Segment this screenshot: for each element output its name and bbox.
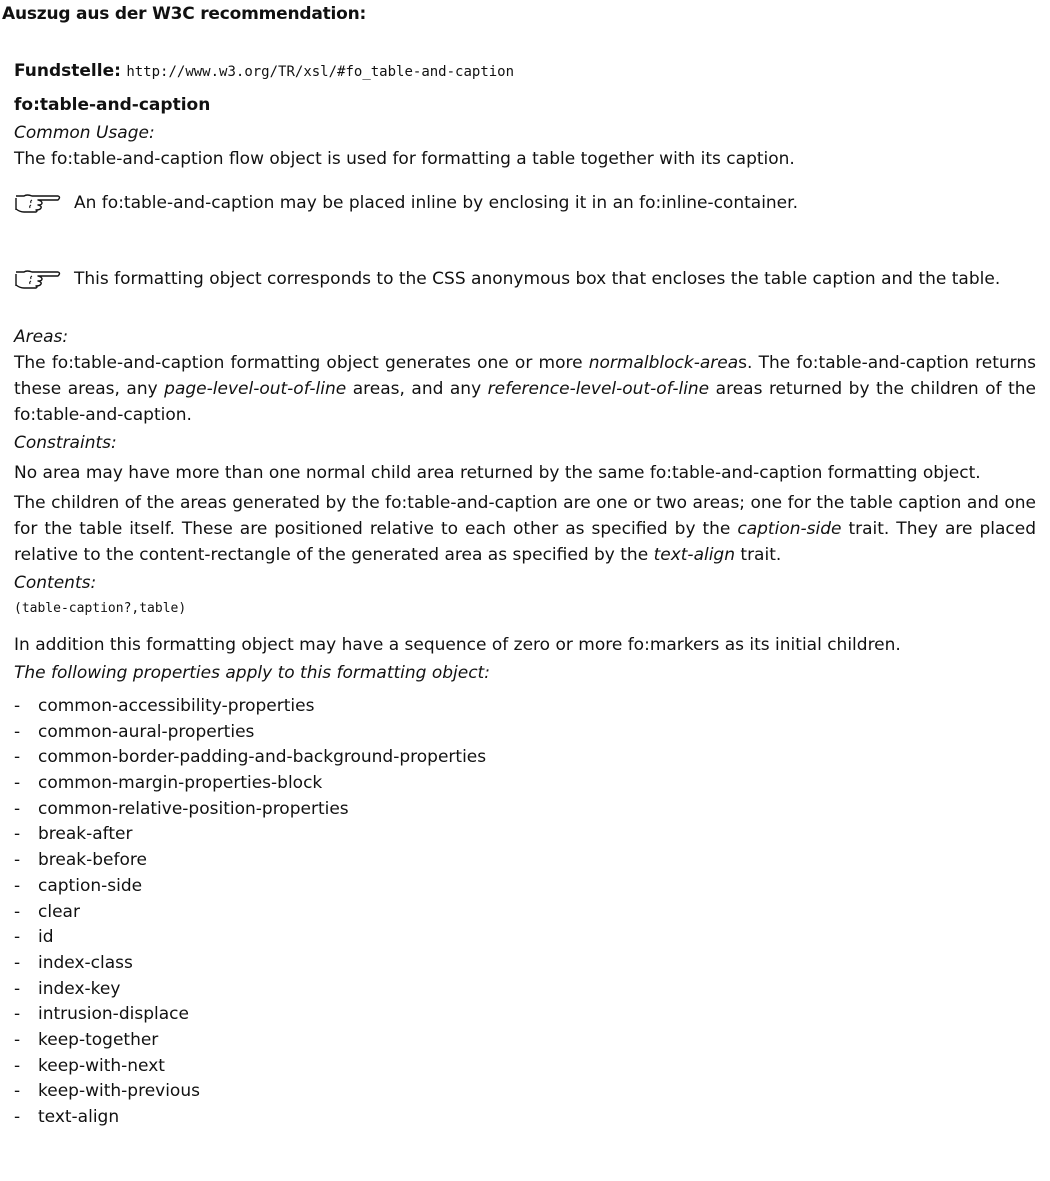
property-name: id (38, 927, 54, 948)
element-name-heading: fo:table-and-caption (14, 95, 211, 115)
constraints-text-1: No area may have more than one normal child area returned by the same fo:table-and-caption formatting object. (14, 463, 981, 483)
bullet-dash: - (14, 952, 21, 973)
list-item (14, 977, 1036, 1003)
document-title: Auszug aus der W3C recommendation: (2, 4, 367, 24)
bullet-dash: - (14, 773, 21, 794)
bullet-dash: - (14, 824, 21, 845)
constraints-text-part: trait. They are placed relative to the content-rectangle of the generated area as specified by the (14, 519, 1036, 565)
areas-text-part: s. The fo:table-and-caption returns these areas, any (14, 353, 1036, 399)
property-name: index-class (38, 952, 133, 973)
areas-text (14, 350, 1036, 428)
areas-term: normalblock-area (588, 353, 739, 373)
bullet-dash: - (14, 927, 21, 948)
list-item (14, 874, 1036, 900)
property-name: clear (38, 901, 80, 922)
content-model: (table-caption?,table) (14, 601, 187, 616)
pointing-hand-icon (14, 192, 62, 214)
bullet-dash: - (14, 696, 21, 716)
property-name: common-relative-position-properties (38, 798, 349, 819)
property-name: caption-side (38, 875, 143, 896)
source-url: http://www.w3.org/TR/xsl/#fo_table-and-caption (126, 64, 515, 80)
bullet-dash: - (14, 1029, 21, 1050)
constraints-text-part: trait. (735, 545, 782, 565)
property-name: text-align (38, 1107, 120, 1127)
bullet-dash: - (14, 875, 21, 896)
areas-text-part: areas returned by the children of the fo:table-and-caption. (14, 379, 1036, 425)
list-item (14, 951, 1036, 977)
property-name: common-accessibility-properties (38, 696, 315, 716)
areas-term: page-level-out-of-line (164, 379, 347, 399)
constraints-text-2 (14, 490, 1036, 568)
list-item (14, 1028, 1036, 1054)
property-name: index-key (38, 978, 121, 999)
property-name: keep-together (38, 1029, 159, 1050)
property-name: break-after (38, 824, 133, 845)
bullet-dash: - (14, 850, 21, 871)
property-list (14, 694, 1036, 1131)
list-item (14, 694, 1036, 720)
areas-label: Areas: (14, 327, 69, 347)
pointing-hand-icon (14, 268, 62, 290)
areas-text-part: The fo:table-and-caption formatting object generates one or more (14, 353, 589, 373)
property-name: keep-with-next (38, 1055, 165, 1076)
note-text: An fo:table-and-caption may be placed inline by enclosing it in an fo:inline-container. (74, 193, 798, 213)
list-item (14, 1105, 1036, 1131)
bullet-dash: - (14, 1081, 21, 1102)
bullet-dash: - (14, 901, 21, 922)
contents-label: Contents: (14, 573, 97, 593)
list-item (14, 745, 1036, 771)
source-label: Fundstelle: (14, 61, 121, 81)
list-item (14, 848, 1036, 874)
constraints-label: Constraints: (14, 433, 117, 453)
property-name: common-aural-properties (38, 721, 255, 742)
bullet-dash: - (14, 978, 21, 999)
common-usage-label: Common Usage: (14, 123, 155, 143)
list-item (14, 1054, 1036, 1080)
bullet-dash: - (14, 1107, 21, 1127)
list-item (14, 822, 1036, 848)
property-name: keep-with-previous (38, 1081, 200, 1102)
constraints-text-part: The children of the areas generated by the fo:table-and-caption are one or two areas; one for the table caption and one for the table itself. These are positioned relative to each other as specified by the (14, 493, 1036, 539)
properties-label: The following properties apply to this formatting object: (14, 663, 490, 683)
list-item (14, 720, 1036, 746)
list-item (14, 1079, 1036, 1105)
source-reference (14, 58, 1036, 84)
bullet-dash: - (14, 747, 21, 768)
common-usage-text: The fo:table-and-caption flow object is used for formatting a table together with its caption. (14, 149, 795, 169)
bullet-dash: - (14, 721, 21, 742)
property-name: intrusion-displace (38, 1004, 189, 1025)
constraints-term: text-align (653, 545, 735, 565)
property-name: common-border-padding-and-background-properties (38, 747, 487, 768)
note-css-anonymous-box (14, 266, 1036, 292)
list-item (14, 797, 1036, 823)
bullet-dash: - (14, 1004, 21, 1025)
contents-text: In addition this formatting object may have a sequence of zero or more fo:markers as its initial children. (14, 635, 901, 655)
list-item (14, 925, 1036, 951)
note-inline-container (14, 190, 1036, 216)
property-name: break-before (38, 850, 147, 871)
note-text: This formatting object corresponds to the CSS anonymous box that encloses the table caption and the table. (74, 269, 1001, 289)
areas-term: reference-level-out-of-line (487, 379, 710, 399)
list-item (14, 900, 1036, 926)
list-item (14, 1002, 1036, 1028)
constraints-term: caption-side (737, 519, 842, 539)
bullet-dash: - (14, 798, 21, 819)
bullet-dash: - (14, 1055, 21, 1076)
areas-text-part: areas, and any (346, 379, 488, 399)
document-content (14, 58, 1036, 1131)
property-name: common-margin-properties-block (38, 773, 323, 794)
list-item (14, 771, 1036, 797)
